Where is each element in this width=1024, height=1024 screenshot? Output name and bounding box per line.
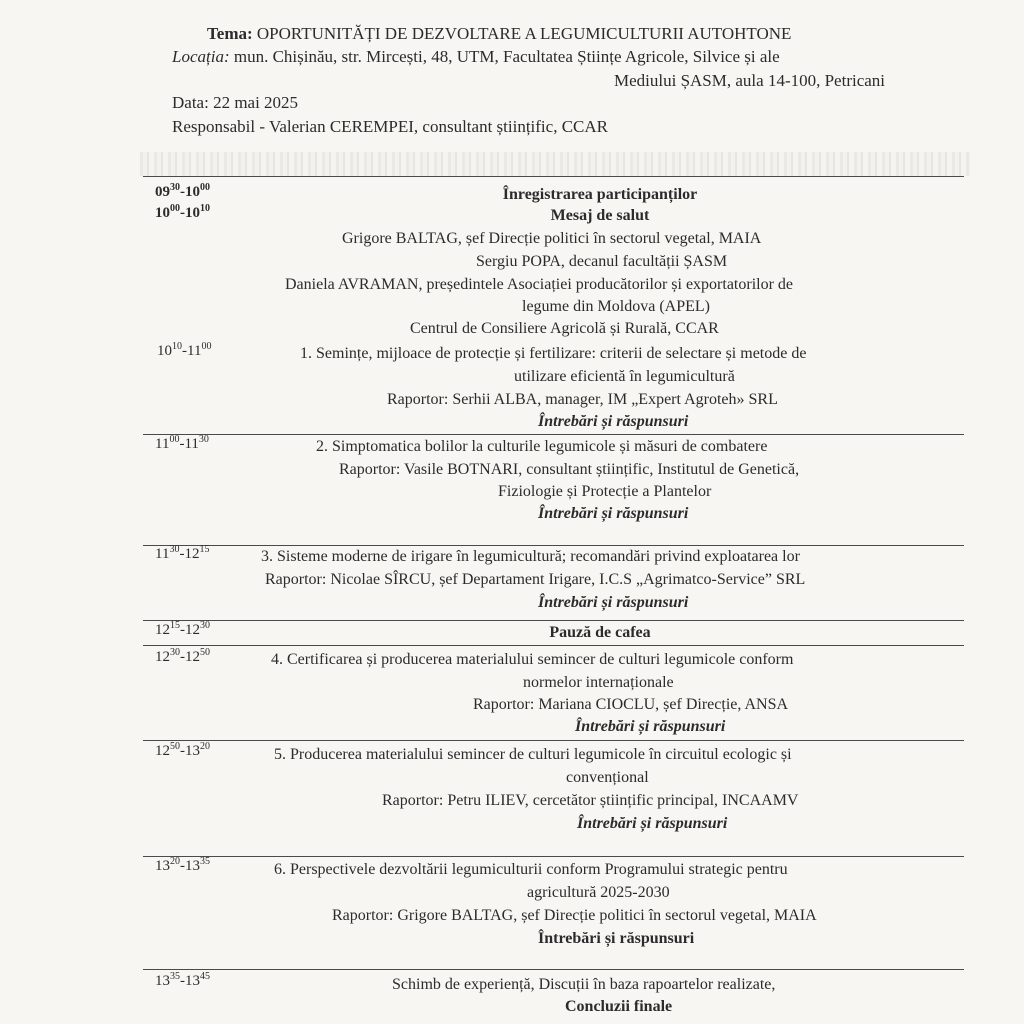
- time-slot: $12^{15}-12^{30}$: [155, 620, 210, 638]
- time-slot: $09^{30}-10^{00}$: [155, 182, 210, 200]
- time-slot: $13^{35}-13^{45}$: [155, 971, 210, 989]
- time-slot: $11^{00}-11^{30}$: [155, 434, 209, 452]
- qa-label: Întrebări și răspunsuri: [538, 594, 689, 611]
- qa-label: Întrebări și răspunsuri: [538, 505, 689, 522]
- locatia-line1: mun. Chișinău, str. Mircești, 48, UTM, Facultatea Științe Agricole, Silvice și ale: [233, 47, 780, 66]
- responsabil-line: Responsabil - Valerian CEREMPEI, consultant științific, CCAR: [172, 117, 608, 136]
- qa-label: Întrebări și răspunsuri: [538, 930, 695, 947]
- separator: [143, 969, 964, 970]
- separator: [143, 176, 964, 177]
- raportor-line: Raportor: Vasile BOTNARI, consultant științific, Institutul de Genetică,: [339, 461, 800, 478]
- session-title: Mesaj de salut: [550, 207, 650, 224]
- session-title: Concluzii finale: [565, 998, 673, 1015]
- tema-value: OPORTUNITĂȚI DE DEZVOLTARE A LEGUMICULTURII AUTOHTONE: [256, 24, 792, 43]
- session-line: 3. Sisteme moderne de irigare în legumicultură; recomandări privind exploatarea lor: [261, 548, 800, 565]
- tema-label: Tema:: [207, 24, 253, 43]
- raportor-line: Raportor: Mariana CIOCLU, șef Direcție, ANSA: [473, 696, 789, 713]
- separator: [143, 856, 964, 857]
- time-slot: $11^{30}-12^{15}$: [155, 544, 210, 562]
- time-slot: $12^{30}-12^{50}$: [155, 647, 210, 665]
- speaker-line: legume din Moldova (APEL): [522, 298, 710, 315]
- session-line: Schimb de experiență, Discuții în baza rapoartelor realizate,: [392, 976, 776, 993]
- qa-label: Întrebări și răspunsuri: [575, 718, 726, 735]
- scan-artifact-band: [140, 152, 970, 176]
- session-line: convențional: [566, 769, 649, 786]
- separator: [143, 545, 964, 546]
- tema-line: [207, 24, 791, 44]
- locatia-line2: Mediului ȘASM, aula 14-100, Petricani: [614, 71, 886, 90]
- session-line: 5. Producerea materialului semincer de culturi legumicole în circuitul ecologic și: [274, 746, 792, 763]
- raportor-line: Raportor: Nicolae SÎRCU, șef Departament Irigare, I.C.S „Agrimatco-Service” SRL: [265, 571, 806, 588]
- time-slot: $12^{50}-13^{20}$: [155, 741, 210, 759]
- session-title: Pauză de cafea: [549, 624, 651, 641]
- time-slot: $13^{20}-13^{35}$: [155, 856, 210, 874]
- speaker-line: Centrul de Consiliere Agricolă și Rurală, CCAR: [410, 320, 719, 337]
- locatia-label: Locația:: [172, 47, 230, 66]
- session-line: 4. Certificarea și producerea materialului semincer de culturi legumicole conform: [271, 651, 794, 668]
- date-line: Data: 22 mai 2025: [172, 93, 299, 112]
- separator: [143, 645, 964, 646]
- raportor-line: Raportor: Petru ILIEV, cercetător științific principal, INCAAMV: [382, 792, 799, 809]
- speaker-line: Sergiu POPA, decanul facultății ȘASM: [476, 253, 728, 270]
- separator: [143, 740, 964, 741]
- locatia-line: [172, 47, 780, 67]
- time-slot: $10^{10}-11^{00}$: [157, 341, 212, 359]
- session-line: 2. Simptomatica bolilor la culturile legumicole și măsuri de combatere: [316, 438, 768, 455]
- session-line: 1. Semințe, mijloace de protecție și fertilizare: criterii de selectare și metode de: [300, 345, 807, 362]
- session-line: normelor internaționale: [523, 674, 674, 691]
- qa-label: Întrebări și răspunsuri: [577, 815, 728, 832]
- speaker-line: Grigore BALTAG, șef Direcție politici în sectorul vegetal, MAIA: [342, 230, 762, 247]
- session-title: Înregistrarea participanților: [502, 186, 698, 203]
- raportor-line: Raportor: Grigore BALTAG, șef Direcție politici în sectorul vegetal, MAIA: [332, 907, 817, 924]
- separator: [143, 620, 964, 621]
- speaker-line: Daniela AVRAMAN, președintele Asociației producătorilor și exportatorilor de: [285, 276, 794, 293]
- qa-label: Întrebări și răspunsuri: [538, 413, 689, 430]
- time-slot: $10^{00}-10^{10}$: [155, 203, 210, 221]
- raportor-line: Fiziologie și Protecție a Plantelor: [498, 483, 712, 500]
- session-line: 6. Perspectivele dezvoltării legumiculturii conform Programului strategic pentru: [274, 861, 788, 878]
- session-line: agricultură 2025-2030: [527, 884, 670, 901]
- separator: [143, 434, 964, 435]
- raportor-line: Raportor: Serhii ALBA, manager, IM „Expert Agroteh» SRL: [387, 391, 778, 408]
- session-line: utilizare eficientă în legumicultură: [514, 368, 735, 385]
